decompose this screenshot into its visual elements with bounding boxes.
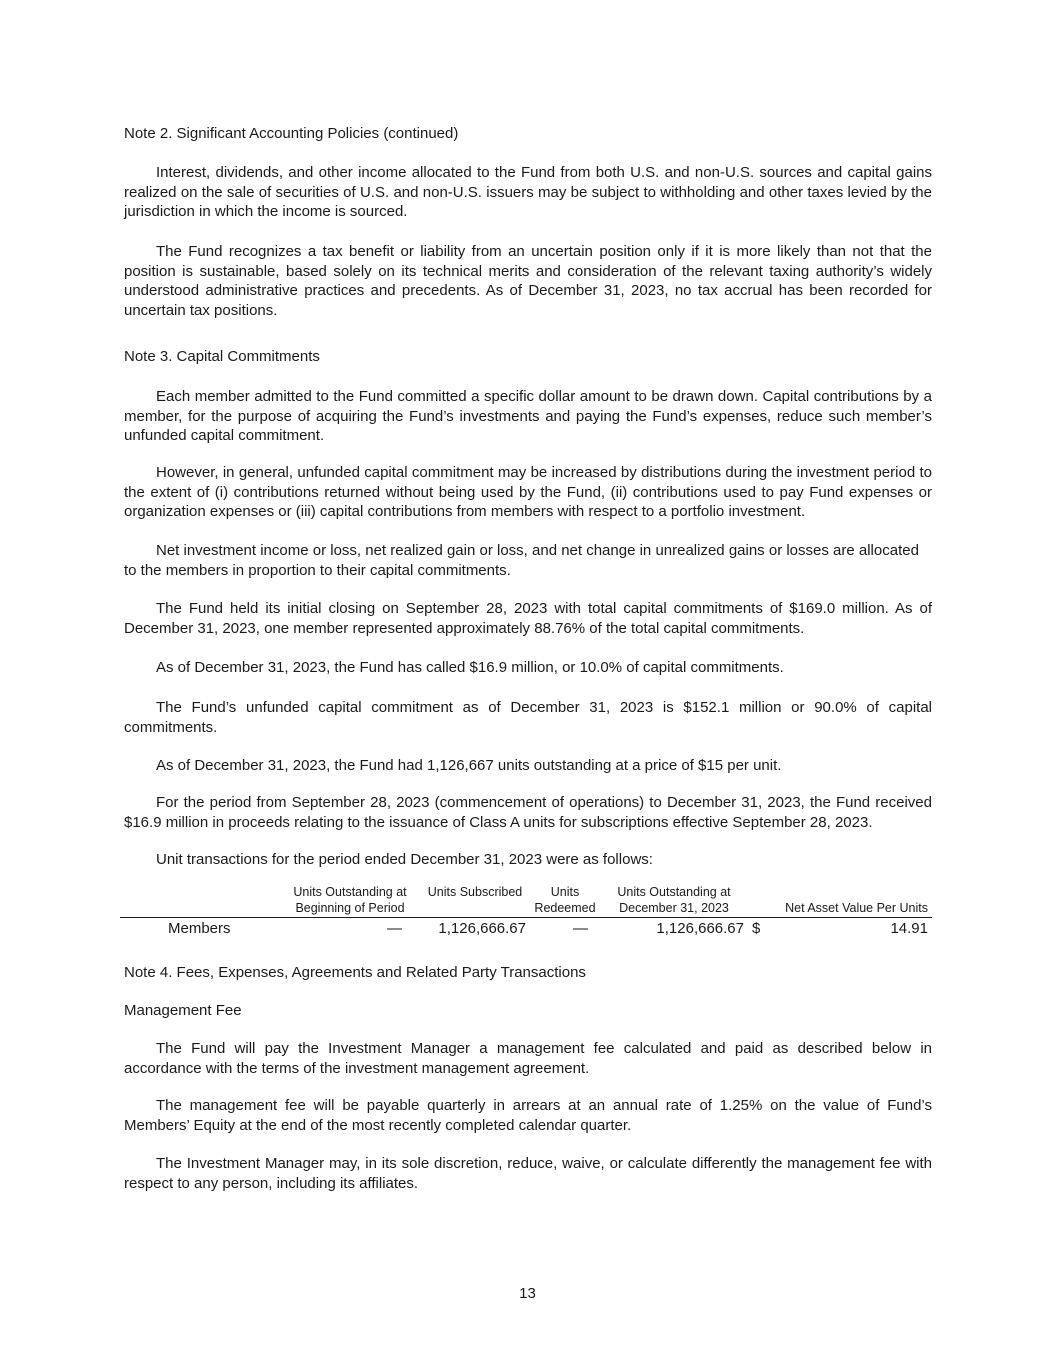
table-header-row [120, 884, 932, 918]
cell-ending: 1,126,666.67 [656, 920, 744, 937]
note4-heading: Note 4. Fees, Expenses, Agreements and Related Party Transactions [124, 964, 586, 981]
header-nav: Net Asset Value Per Units [748, 884, 932, 918]
header-redeemed-line-2: Redeemed [534, 901, 596, 915]
note2-heading: Note 2. Significant Accounting Policies (continued) [124, 125, 459, 142]
note4-paragraph-1: The Fund will pay the Investment Manager a management fee calculated and paid as described below in accordance with the terms of the investment management agreement. [124, 1040, 932, 1077]
header-ending-line-2: December 31, 2023 [619, 901, 729, 915]
note3-paragraph-7: As of December 31, 2023, the Fund had 1,126,667 units outstanding at a price of $15 per unit. [156, 757, 782, 774]
header-subscribed-label: Units Subscribed [427, 885, 523, 899]
header-redeemed-line-1: Units [550, 885, 580, 899]
header-redeemed [530, 884, 600, 918]
note3-paragraph-6: The Fund’s unfunded capital commitment as of December 31, 2023 is $152.1 million or 90.0% of capital commitments. [124, 699, 932, 736]
note3-paragraph-3: Net investment income or loss, net realized gain or loss, and net change in unrealized gains or losses are allocated to the members in proportion to their capital commitments. [124, 542, 919, 579]
note3-heading: Note 3. Capital Commitments [124, 348, 320, 365]
cell-beginning: — [387, 920, 402, 937]
note4-paragraph-3: The Investment Manager may, in its sole discretion, reduce, waive, or calculate differently the management fee with respect to any person, including its affiliates. [124, 1155, 932, 1192]
row-label: Members [168, 920, 231, 937]
page-number: 13 [519, 1285, 536, 1302]
header-ending-line-1: Units Outstanding at [617, 885, 731, 899]
note3-paragraph-1: Each member admitted to the Fund committed a specific dollar amount to be drawn down. Capital contributions by a member, for the purpose of acquiring the Fund’s investments and paying the Fund’s expenses, reduce such member’s unfunded capital commitment. [124, 388, 932, 444]
cell-currency: $ [752, 920, 761, 937]
header-ending [600, 884, 748, 918]
note4-subheading: Management Fee [124, 1002, 242, 1019]
cell-redeemed: — [573, 920, 588, 937]
table-row [120, 918, 932, 938]
note3-paragraph-5: As of December 31, 2023, the Fund has called $16.9 million, or 10.0% of capital commitments. [156, 659, 784, 676]
note3-paragraph-8: For the period from September 28, 2023 (commencement of operations) to December 31, 2023, the Fund received $16.9 million in proceeds relating to the issuance of Class A units for subscriptions effective September 28, 2023. [124, 794, 932, 831]
note3-paragraph-9: Unit transactions for the period ended December 31, 2023 were as follows: [156, 851, 653, 868]
note3-paragraph-4: The Fund held its initial closing on September 28, 2023 with total capital commitments of $169.0 million. As of December 31, 2023, one member represented approximately 88.76% of the total capital commitments. [124, 600, 932, 637]
note4-paragraph-2: The management fee will be payable quarterly in arrears at an annual rate of 1.25% on the value of Fund’s Members’ Equity at the end of the most recently completed calendar quarter. [124, 1097, 932, 1134]
header-beginning-line-1: Units Outstanding at [293, 885, 407, 899]
cell-subscribed: 1,126,666.67 [438, 920, 526, 937]
cell-nav: 14.91 [890, 920, 928, 937]
header-blank [120, 884, 280, 918]
note3-paragraph-2: However, in general, unfunded capital commitment may be increased by distributions during the investment period to the extent of (i) contributions returned without being used by the Fund, (ii) contributions used to pay Fund expenses or organization expenses or (iii) capital contributions from members with respect to a portfolio investment. [124, 464, 932, 520]
note2-paragraph-2: The Fund recognizes a tax benefit or liability from an uncertain position only if it is more likely than not that the position is sustainable, based solely on its technical merits and consideration of the relevant taxing authority’s widely understood administrative practices and precedents. As of December 31, 2023, no tax accrual has been recorded for uncertain tax positions. [124, 243, 932, 319]
note2-paragraph-1: Interest, dividends, and other income allocated to the Fund from both U.S. and non-U.S. sources and capital gains realized on the sale of securities of U.S. and non-U.S. issuers may be subject to withholding and other taxes levied by the jurisdiction in which the income is sourced. [124, 164, 932, 220]
header-beginning-line-2: Beginning of Period [295, 901, 405, 915]
header-subscribed [420, 884, 530, 918]
unit-transactions-table [120, 884, 932, 937]
header-beginning [280, 884, 420, 918]
